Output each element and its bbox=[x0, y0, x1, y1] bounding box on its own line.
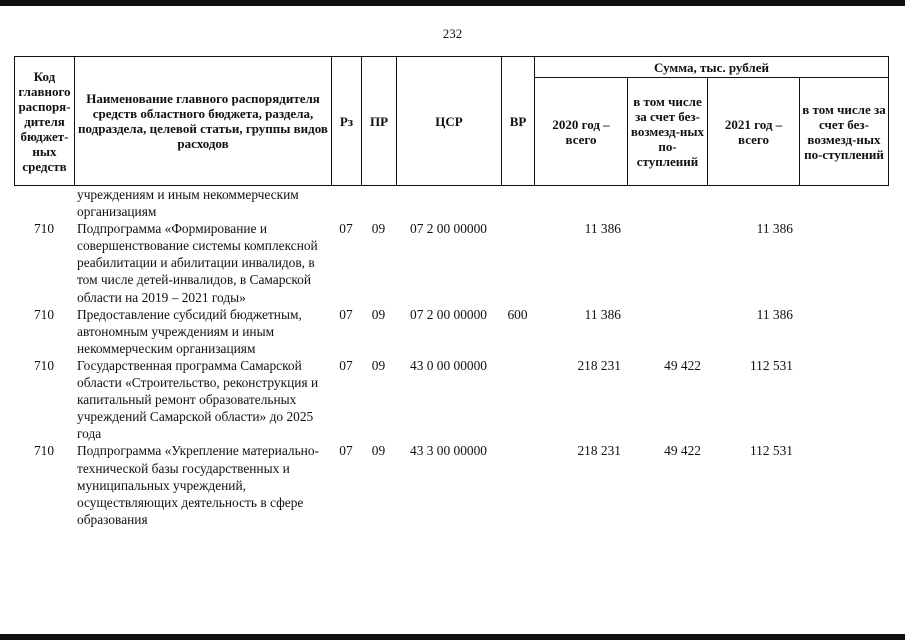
header-name: Наименование главного распорядителя средств областного бюджета, раздела, подраздела, целевой статьи, группы видов расходов bbox=[75, 57, 332, 186]
table-row bbox=[14, 442, 888, 527]
cell-2021-free bbox=[799, 442, 888, 527]
cell-pr: 09 bbox=[371, 443, 386, 459]
header-sum-title: Сумма, тыс. рублей bbox=[535, 57, 889, 78]
table-header bbox=[14, 56, 889, 186]
cell-2021-total: 11 386 bbox=[756, 306, 793, 322]
cell-2021-total bbox=[707, 186, 799, 220]
cell-csr: 43 0 00 00000 bbox=[410, 357, 487, 373]
header-code: Код главного распоря-дителя бюджет-ных средств bbox=[15, 57, 75, 186]
cell-2021-free bbox=[799, 220, 888, 305]
cell-2021-total: 11 386 bbox=[756, 221, 793, 237]
cell-pr: 09 bbox=[371, 221, 386, 237]
cell-name: Предоставление субсидий бюджетным, автономным учреждениям и иным некоммерческим организациям bbox=[77, 306, 302, 356]
cell-2020-free bbox=[627, 306, 707, 357]
top-border bbox=[0, 0, 905, 6]
cell-2020-free: 49 422 bbox=[664, 357, 701, 373]
cell-2021-free bbox=[799, 186, 888, 220]
cell-rz: 07 bbox=[339, 357, 353, 373]
cell-2021-free bbox=[799, 357, 888, 442]
cell-vr bbox=[501, 357, 534, 442]
cell-2021-total: 112 531 bbox=[749, 357, 793, 373]
table-row bbox=[14, 357, 888, 442]
cell-pr: 09 bbox=[371, 357, 386, 373]
cell-name: Подпрограмма «Укрепление материально-технической базы государственных и муниципальных учреждений, осуществляющих деятельность в сфере образования bbox=[77, 443, 319, 527]
table-body bbox=[14, 186, 888, 528]
header-2021-free: в том числе за счет без-возмезд-ных по-ступлений bbox=[800, 78, 889, 186]
cell-2020-total: 11 386 bbox=[584, 306, 621, 322]
cell-code: 710 bbox=[33, 306, 55, 322]
cell-csr: 43 3 00 00000 bbox=[410, 443, 487, 459]
header-csr: ЦСР bbox=[397, 57, 502, 186]
cell-pr: 09 bbox=[371, 306, 386, 322]
cell-code: 710 bbox=[33, 357, 55, 373]
cell-vr bbox=[501, 186, 534, 220]
cell-vr: 600 bbox=[507, 306, 528, 322]
cell-code: 710 bbox=[33, 443, 55, 459]
table-row bbox=[14, 186, 888, 220]
cell-2021-free bbox=[799, 306, 888, 357]
cell-name: Подпрограмма «Формирование и совершенствование системы комплексной реабилитации и абилитации инвалидов, в том числе детей-инвалидов, в Самарской области на 2019 – 2021 годы» bbox=[77, 221, 318, 305]
cell-2021-total: 112 531 bbox=[749, 443, 793, 459]
header-2021-total: 2021 год – всего bbox=[708, 78, 800, 186]
page-number: 232 bbox=[442, 26, 463, 41]
table-row bbox=[14, 306, 888, 357]
cell-rz: 07 bbox=[339, 221, 353, 237]
table-row bbox=[14, 220, 888, 305]
cell-vr bbox=[501, 442, 534, 527]
cell-name: учреждениям и иным некоммерческим организациям bbox=[77, 187, 299, 220]
cell-2020-total: 11 386 bbox=[584, 221, 621, 237]
cell-csr: 07 2 00 00000 bbox=[410, 306, 487, 322]
cell-csr: 07 2 00 00000 bbox=[410, 221, 487, 237]
header-rz: Рз bbox=[332, 57, 362, 186]
cell-name: Государственная программа Самарской области «Строительство, реконструкция и капитальный ремонт образовательных учреждений Самарской области» до 2025 года bbox=[77, 357, 319, 442]
cell-pr bbox=[361, 186, 396, 220]
cell-rz bbox=[331, 186, 361, 220]
cell-2020-total: 218 231 bbox=[577, 357, 621, 373]
cell-code: 710 bbox=[33, 221, 55, 237]
cell-2020-total: 218 231 bbox=[577, 443, 621, 459]
header-vr: ВР bbox=[502, 57, 535, 186]
header-2020-total: 2020 год – всего bbox=[535, 78, 628, 186]
bottom-border bbox=[0, 634, 905, 640]
cell-rz: 07 bbox=[339, 443, 353, 459]
cell-rz: 07 bbox=[339, 306, 353, 322]
cell-2020-total bbox=[534, 186, 627, 220]
header-pr: ПР bbox=[362, 57, 397, 186]
cell-2020-free: 49 422 bbox=[664, 443, 701, 459]
header-2020-free: в том числе за счет без-возмезд-ных по-ступлений bbox=[628, 78, 708, 186]
cell-vr bbox=[501, 220, 534, 305]
cell-code bbox=[14, 186, 74, 220]
cell-2020-free bbox=[627, 186, 707, 220]
cell-2020-free bbox=[627, 220, 707, 305]
cell-csr bbox=[396, 186, 501, 220]
